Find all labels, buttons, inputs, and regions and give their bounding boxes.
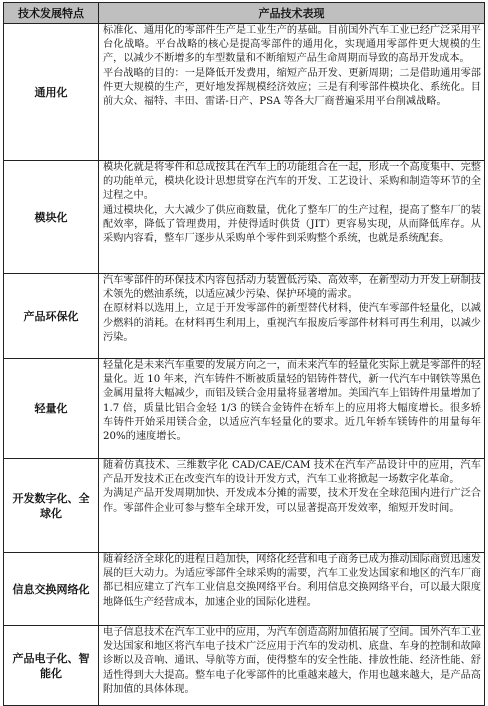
- description-paragraph: 为满足产品开发周期加快、开发成本分摊的需要，技术开发在全球范围内进行广泛合作。零部件企业可参与整车全球开发，可以显著提高开发效率，缩短开发时间。: [103, 488, 481, 514]
- row-label-modularization: 模块化: [4, 161, 99, 274]
- row-description: [99, 274, 485, 359]
- description-paragraph: 电子信息技术在汽车工业中的应用，为汽车创造高附加值拓展了空间。国外汽车工业发达国家和地区将汽车电子技术广泛应用于汽车的发动机、底盘、车身的控制和故障诊断以及音响、通讯、导航等方面，使得整车的安全性能、排放性能、经济性能、舒适性得到大大提高。整车电子化零部件的比重越来越大，作用也越来越大，是产品高附加值的具体体现。: [103, 627, 481, 695]
- table-row: [4, 24, 485, 161]
- description-paragraph: 在原材料以选用上，立足于开发零部件的新型替代材料，使汽车零部件轻量化，以减少燃料的消耗。在材料再生利用上，重视汽车报废后零部件材料可再生利用，以减少污染。: [103, 303, 481, 343]
- description-paragraph: 通过模块化，大大减少了供应商数量，优化了整车厂的生产过程，提高了整车厂的装配效率，降低了管理费用，并使得适时供货（JIT）更容易实现，从而降低库存。从采购内容看，整车厂逐步从采购单个零件到采购整个系统，也就是系统配套。: [103, 204, 481, 245]
- table-row: [4, 626, 485, 706]
- description-paragraph: 模块化就是将零件和总成按其在汽车上的功能组合在一起，形成一个高度集中、完整的功能单元，模块化设计思想贯穿在汽车的开发、工艺设计、采购和制造等环节的全过程之中。: [103, 162, 481, 202]
- description-paragraph: 汽车零部件的环保技术内容包括动力装置低污染、高效率，在新型动力开发上研制技术领先的燃油系统，以适应减少污染、保护环境的需求。: [103, 275, 481, 301]
- row-label-generalization: 通用化: [4, 24, 99, 161]
- row-label-lightweight: 轻量化: [4, 359, 99, 459]
- description-paragraph: 随着经济全球化的进程日趋加快，网络化经营和电子商务已成为推动国际商贸迅速发展的巨大动力。为适应零部件全球采购的需要，汽车工业发达国家和地区的汽车厂商都已相应建立了汽车工业信息交换网络平台。利用信息交换网络平台，可以最大限度地降低生产经营成本，加速企业的国际化进程。: [103, 554, 481, 608]
- row-description: [99, 359, 485, 459]
- description-paragraph: 轻量化是未来汽车重要的发展方向之一，而未来汽车的轻量化实际上就是零部件的轻量化。近 10 年来，汽车铸件不断被质量轻的铝铸件替代，新一代汽车中钢铁等黑色金属用量将大幅减少，而铝及镁合金用量将显著增加。美国汽车上铝铸件用量增加了 1.7 倍，质量比铝合金轻 1/3 的镁合金铸件在轿车上的应用将大幅度增长。很多轿车铸件开始采用镁合金，以适应汽车轻量化的要求。近几年轿车镁铸件的用量每年 20%的速度增长。: [103, 360, 481, 443]
- description-paragraph: 随着仿真技术、三维数字化 CAD/CAE/CAM 技术在汽车产品设计中的应用，汽车产品开发技术正在改变汽车的设计开发方式，汽车工业将掀起一场数字化革命。: [103, 460, 481, 486]
- table-header-row: [4, 3, 485, 24]
- row-label-digital-global: 开发数字化、全球化: [4, 459, 99, 553]
- description-paragraph: 标准化、通用化的零部件生产是工业生产的基础。目前国外汽车工业已经广泛采用平台化战略。平台战略的核心是提高零部件的通用化，实现通用零部件更大规模的生产，以减少不断增多的车型数量和不断缩短产品生命周期而导致的高昂开发成本。: [103, 25, 481, 65]
- row-description: [99, 553, 485, 626]
- table-row: [4, 161, 485, 274]
- row-description: [99, 161, 485, 274]
- column-header-feature: 技术发展特点: [4, 3, 99, 24]
- table-row: [4, 359, 485, 459]
- table-row: [4, 553, 485, 626]
- table-row: [4, 459, 485, 553]
- row-description: [99, 626, 485, 706]
- row-description: [99, 24, 485, 161]
- tech-features-table: [3, 2, 485, 706]
- row-description: [99, 459, 485, 553]
- row-label-electronic-intelligent: 产品电子化、智能化: [4, 626, 99, 706]
- table-row: [4, 274, 485, 359]
- description-paragraph: 平台战略的目的：一是降低开发费用，缩短产品开发、更新周期；二是借助通用零部件更大规模的生产，更好地发挥规模经济效应；三是有利零部件模块化、系统化。目前大众、福特、丰田、雷诺-日产、PSA 等各大厂商普遍采用平台削减战略。: [103, 67, 481, 108]
- row-label-networked: 信息交换网络化: [4, 553, 99, 626]
- row-label-eco-friendly: 产品环保化: [4, 274, 99, 359]
- column-header-performance: 产品技术表现: [99, 3, 485, 24]
